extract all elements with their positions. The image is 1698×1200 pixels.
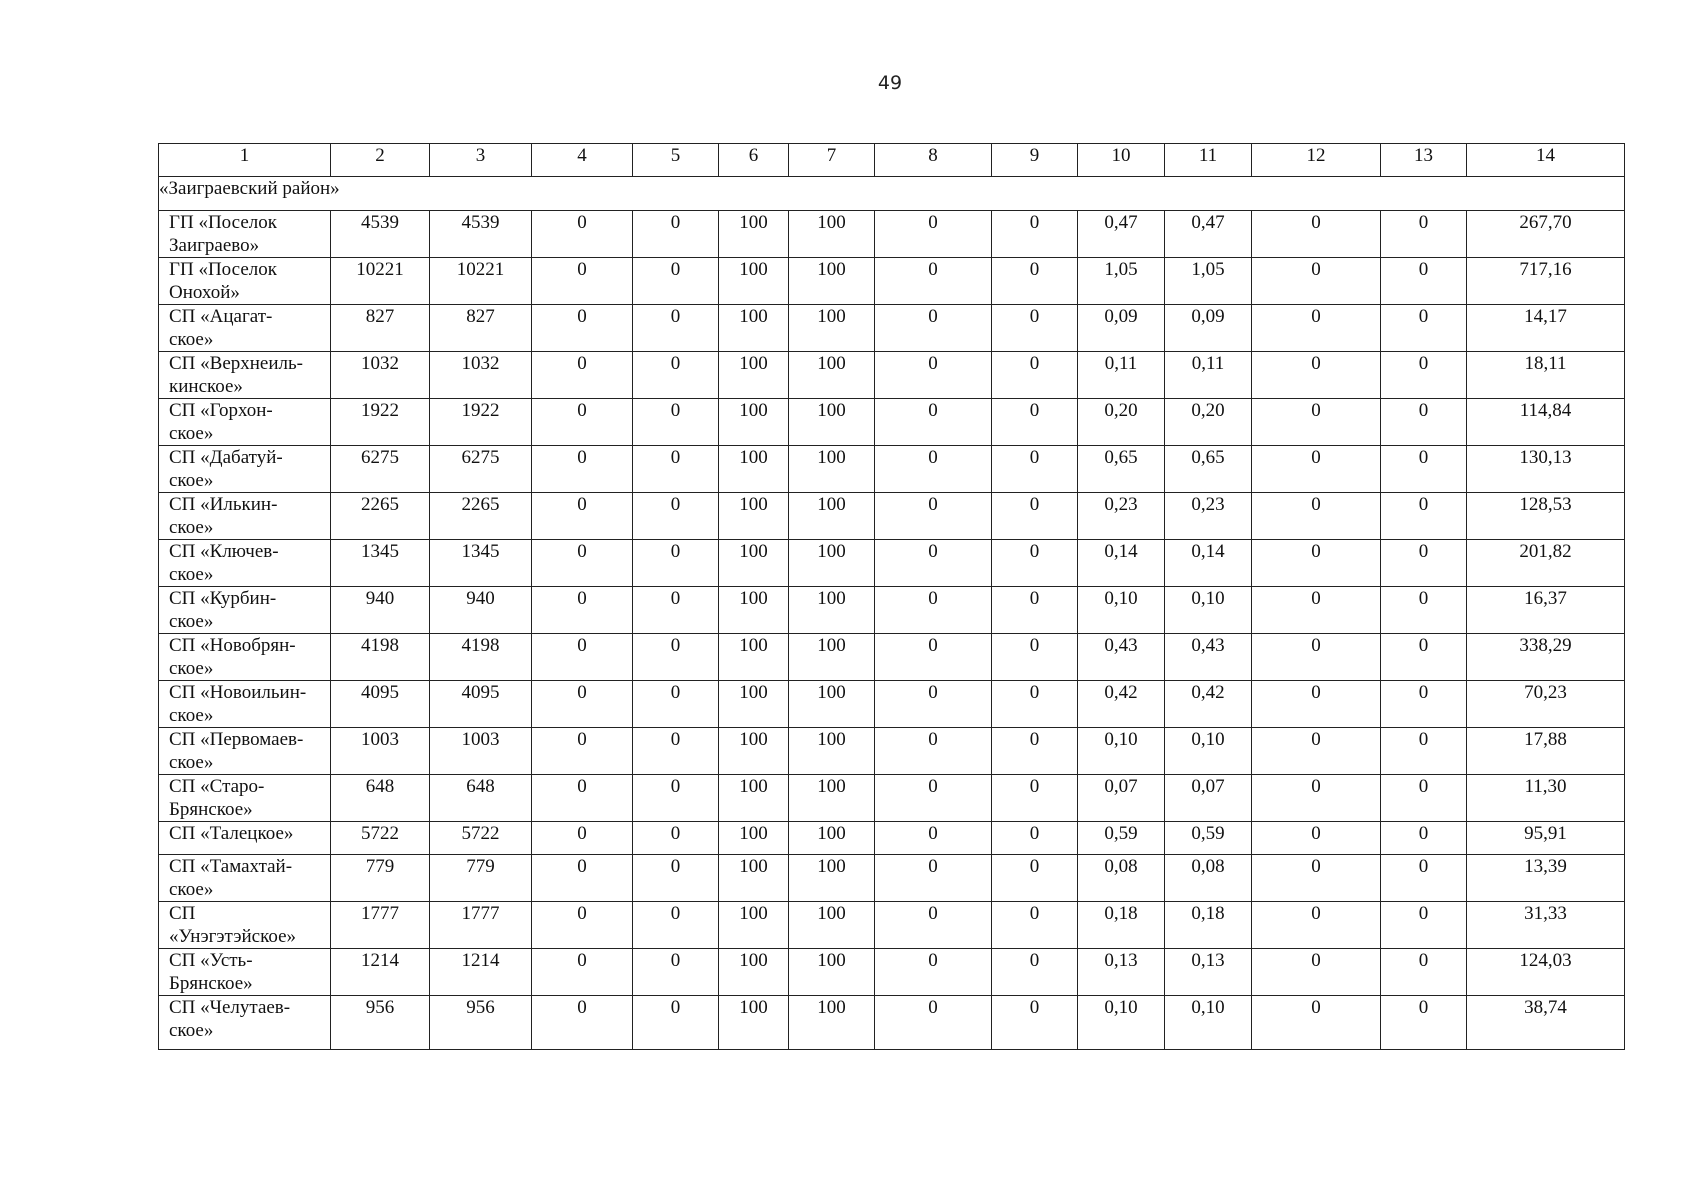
table-cell-col-6: 100	[719, 258, 789, 305]
table-cell-col-3: 5722	[430, 822, 532, 855]
table-row	[159, 446, 1625, 493]
table-cell-col-12: 0	[1252, 493, 1381, 540]
table-cell-col-7: 100	[789, 855, 875, 902]
table-cell-col-4: 0	[532, 728, 633, 775]
table-cell-col-8: 0	[875, 949, 992, 996]
table-cell-col-12: 0	[1252, 949, 1381, 996]
table-row	[159, 634, 1625, 681]
settlement-name: СП «Верхнеиль- кинское»	[159, 352, 331, 399]
table-cell-col-12: 0	[1252, 996, 1381, 1050]
table-cell-col-13: 0	[1381, 996, 1467, 1050]
table-cell-col-14: 201,82	[1467, 540, 1625, 587]
table-cell-col-3: 2265	[430, 493, 532, 540]
table-cell-col-3: 10221	[430, 258, 532, 305]
table-cell-col-13: 0	[1381, 822, 1467, 855]
table-cell-col-12: 0	[1252, 775, 1381, 822]
table-cell-col-10: 0,20	[1078, 399, 1165, 446]
table-cell-col-12: 0	[1252, 446, 1381, 493]
table-cell-col-13: 0	[1381, 446, 1467, 493]
table-cell-col-13: 0	[1381, 587, 1467, 634]
table-cell-col-7: 100	[789, 446, 875, 493]
table-cell-col-12: 0	[1252, 902, 1381, 949]
table-cell-col-5: 0	[633, 775, 719, 822]
table-cell-col-5: 0	[633, 352, 719, 399]
table-cell-col-3: 1777	[430, 902, 532, 949]
table-cell-col-14: 13,39	[1467, 855, 1625, 902]
table-cell-col-2: 4539	[331, 211, 430, 258]
table-cell-col-6: 100	[719, 996, 789, 1050]
table-cell-col-11: 0,11	[1165, 352, 1252, 399]
table-cell-col-4: 0	[532, 949, 633, 996]
table-cell-col-2: 6275	[331, 446, 430, 493]
table-cell-col-10: 0,59	[1078, 822, 1165, 855]
table-cell-col-7: 100	[789, 540, 875, 587]
table-cell-col-11: 0,10	[1165, 587, 1252, 634]
table-cell-col-4: 0	[532, 587, 633, 634]
table-cell-col-5: 0	[633, 634, 719, 681]
column-number-13: 13	[1381, 144, 1467, 177]
table-cell-col-10: 0,47	[1078, 211, 1165, 258]
table-cell-col-6: 100	[719, 634, 789, 681]
table-cell-col-8: 0	[875, 211, 992, 258]
table-cell-col-2: 827	[331, 305, 430, 352]
table-cell-col-6: 100	[719, 352, 789, 399]
table-cell-col-10: 0,10	[1078, 728, 1165, 775]
table-cell-col-10: 0,43	[1078, 634, 1165, 681]
table-cell-col-11: 0,07	[1165, 775, 1252, 822]
column-number-7: 7	[789, 144, 875, 177]
column-number-3: 3	[430, 144, 532, 177]
table-cell-col-13: 0	[1381, 855, 1467, 902]
column-number-10: 10	[1078, 144, 1165, 177]
table-cell-col-8: 0	[875, 902, 992, 949]
column-number-4: 4	[532, 144, 633, 177]
table-cell-col-12: 0	[1252, 634, 1381, 681]
table-cell-col-14: 128,53	[1467, 493, 1625, 540]
table-cell-col-6: 100	[719, 305, 789, 352]
table-cell-col-6: 100	[719, 493, 789, 540]
table-cell-col-11: 0,23	[1165, 493, 1252, 540]
table-cell-col-5: 0	[633, 446, 719, 493]
settlement-name: СП «Талецкое»	[159, 822, 331, 855]
table-cell-col-2: 10221	[331, 258, 430, 305]
table-cell-col-14: 717,16	[1467, 258, 1625, 305]
table-cell-col-8: 0	[875, 399, 992, 446]
table-cell-col-4: 0	[532, 399, 633, 446]
table-cell-col-2: 4095	[331, 681, 430, 728]
column-number-2: 2	[331, 144, 430, 177]
column-number-9: 9	[992, 144, 1078, 177]
table-cell-col-9: 0	[992, 446, 1078, 493]
table-cell-col-10: 0,11	[1078, 352, 1165, 399]
settlement-name: ГП «Поселок Онохой»	[159, 258, 331, 305]
table-cell-col-2: 779	[331, 855, 430, 902]
table-cell-col-12: 0	[1252, 587, 1381, 634]
page-number: 49	[877, 72, 903, 94]
table-row	[159, 587, 1625, 634]
table-row	[159, 775, 1625, 822]
table-cell-col-14: 338,29	[1467, 634, 1625, 681]
table-cell-col-5: 0	[633, 822, 719, 855]
table-cell-col-6: 100	[719, 681, 789, 728]
table-cell-col-8: 0	[875, 587, 992, 634]
column-number-6: 6	[719, 144, 789, 177]
table-cell-col-5: 0	[633, 305, 719, 352]
table-cell-col-13: 0	[1381, 902, 1467, 949]
table-cell-col-2: 1922	[331, 399, 430, 446]
table-cell-col-8: 0	[875, 305, 992, 352]
table-cell-col-12: 0	[1252, 681, 1381, 728]
table-cell-col-10: 0,07	[1078, 775, 1165, 822]
table-cell-col-11: 0,20	[1165, 399, 1252, 446]
table-row	[159, 855, 1625, 902]
table-cell-col-5: 0	[633, 949, 719, 996]
table-cell-col-8: 0	[875, 822, 992, 855]
settlement-name: СП «Старо- Брянское»	[159, 775, 331, 822]
table-cell-col-4: 0	[532, 822, 633, 855]
settlement-name: СП «Челутаев- ское»	[159, 996, 331, 1050]
table-cell-col-2: 1214	[331, 949, 430, 996]
table-row	[159, 305, 1625, 352]
table-cell-col-9: 0	[992, 493, 1078, 540]
table-cell-col-11: 1,05	[1165, 258, 1252, 305]
table-cell-col-7: 100	[789, 399, 875, 446]
table-row	[159, 949, 1625, 996]
table-cell-col-5: 0	[633, 681, 719, 728]
table-cell-col-5: 0	[633, 902, 719, 949]
table-cell-col-8: 0	[875, 681, 992, 728]
table-cell-col-8: 0	[875, 728, 992, 775]
table-cell-col-7: 100	[789, 352, 875, 399]
table-cell-col-7: 100	[789, 902, 875, 949]
table-cell-col-9: 0	[992, 949, 1078, 996]
settlement-name: СП «Илькин- ское»	[159, 493, 331, 540]
table-cell-col-11: 0,10	[1165, 728, 1252, 775]
table-cell-col-10: 0,42	[1078, 681, 1165, 728]
table-cell-col-5: 0	[633, 728, 719, 775]
table-cell-col-4: 0	[532, 446, 633, 493]
table-cell-col-2: 2265	[331, 493, 430, 540]
table-cell-col-11: 0,43	[1165, 634, 1252, 681]
table-cell-col-13: 0	[1381, 305, 1467, 352]
table-row	[159, 822, 1625, 855]
table-cell-col-10: 0,09	[1078, 305, 1165, 352]
table-cell-col-3: 1922	[430, 399, 532, 446]
table-cell-col-3: 4095	[430, 681, 532, 728]
table-cell-col-7: 100	[789, 493, 875, 540]
settlement-name: СП «Тамахтай- ское»	[159, 855, 331, 902]
table-cell-col-2: 1345	[331, 540, 430, 587]
table-cell-col-6: 100	[719, 540, 789, 587]
table-cell-col-7: 100	[789, 587, 875, 634]
table-cell-col-6: 100	[719, 399, 789, 446]
table-cell-col-5: 0	[633, 540, 719, 587]
table-cell-col-13: 0	[1381, 493, 1467, 540]
settlement-name: СП «Новобрян- ское»	[159, 634, 331, 681]
table-cell-col-9: 0	[992, 822, 1078, 855]
table-cell-col-4: 0	[532, 681, 633, 728]
settlement-name: СП «Горхон- ское»	[159, 399, 331, 446]
table-cell-col-7: 100	[789, 775, 875, 822]
table-cell-col-14: 17,88	[1467, 728, 1625, 775]
table-cell-col-5: 0	[633, 211, 719, 258]
table-cell-col-11: 0,59	[1165, 822, 1252, 855]
table-cell-col-6: 100	[719, 949, 789, 996]
data-table	[158, 143, 1625, 1050]
settlement-name: СП «Курбин- ское»	[159, 587, 331, 634]
table-cell-col-10: 0,23	[1078, 493, 1165, 540]
table-cell-col-2: 4198	[331, 634, 430, 681]
table-cell-col-3: 956	[430, 996, 532, 1050]
table-cell-col-4: 0	[532, 775, 633, 822]
column-number-14: 14	[1467, 144, 1625, 177]
table-cell-col-10: 0,10	[1078, 587, 1165, 634]
table-cell-col-10: 0,08	[1078, 855, 1165, 902]
table-cell-col-14: 11,30	[1467, 775, 1625, 822]
table-cell-col-11: 0,65	[1165, 446, 1252, 493]
table-cell-col-9: 0	[992, 587, 1078, 634]
table-cell-col-9: 0	[992, 902, 1078, 949]
table-cell-col-5: 0	[633, 493, 719, 540]
table-cell-col-9: 0	[992, 211, 1078, 258]
table-cell-col-14: 114,84	[1467, 399, 1625, 446]
table-cell-col-4: 0	[532, 211, 633, 258]
table-cell-col-13: 0	[1381, 352, 1467, 399]
table-cell-col-7: 100	[789, 949, 875, 996]
table-cell-col-5: 0	[633, 996, 719, 1050]
table-cell-col-7: 100	[789, 681, 875, 728]
settlement-name: СП «Усть- Брянское»	[159, 949, 331, 996]
table-cell-col-4: 0	[532, 258, 633, 305]
table-cell-col-2: 956	[331, 996, 430, 1050]
table-row	[159, 728, 1625, 775]
table-cell-col-4: 0	[532, 493, 633, 540]
column-number-1: 1	[159, 144, 331, 177]
table-cell-col-9: 0	[992, 775, 1078, 822]
table-cell-col-8: 0	[875, 352, 992, 399]
table-cell-col-14: 124,03	[1467, 949, 1625, 996]
table-row	[159, 996, 1625, 1050]
settlement-name: ГП «Поселок Заиграево»	[159, 211, 331, 258]
table-cell-col-3: 648	[430, 775, 532, 822]
table-cell-col-3: 1003	[430, 728, 532, 775]
settlement-name: СП «Дабатуй- ское»	[159, 446, 331, 493]
table-cell-col-10: 1,05	[1078, 258, 1165, 305]
table-cell-col-12: 0	[1252, 352, 1381, 399]
table-cell-col-6: 100	[719, 822, 789, 855]
table-cell-col-13: 0	[1381, 258, 1467, 305]
table-cell-col-3: 1345	[430, 540, 532, 587]
table-cell-col-13: 0	[1381, 540, 1467, 587]
table-cell-col-2: 648	[331, 775, 430, 822]
table-cell-col-13: 0	[1381, 949, 1467, 996]
table-cell-col-11: 0,10	[1165, 996, 1252, 1050]
table-cell-col-14: 267,70	[1467, 211, 1625, 258]
table-cell-col-11: 0,14	[1165, 540, 1252, 587]
table-cell-col-6: 100	[719, 728, 789, 775]
table-row	[159, 540, 1625, 587]
column-number-11: 11	[1165, 144, 1252, 177]
table-cell-col-7: 100	[789, 258, 875, 305]
table-row	[159, 493, 1625, 540]
table-cell-col-2: 940	[331, 587, 430, 634]
table-cell-col-5: 0	[633, 587, 719, 634]
table-cell-col-10: 0,14	[1078, 540, 1165, 587]
table-cell-col-9: 0	[992, 352, 1078, 399]
table-cell-col-11: 0,08	[1165, 855, 1252, 902]
table-cell-col-13: 0	[1381, 211, 1467, 258]
table-cell-col-4: 0	[532, 540, 633, 587]
table-cell-col-9: 0	[992, 996, 1078, 1050]
table-row	[159, 399, 1625, 446]
table-cell-col-4: 0	[532, 352, 633, 399]
table-cell-col-8: 0	[875, 775, 992, 822]
table-cell-col-11: 0,09	[1165, 305, 1252, 352]
table-cell-col-8: 0	[875, 258, 992, 305]
table-cell-col-3: 4539	[430, 211, 532, 258]
table-cell-col-4: 0	[532, 634, 633, 681]
table-cell-col-8: 0	[875, 855, 992, 902]
table-cell-col-12: 0	[1252, 855, 1381, 902]
table-cell-col-3: 4198	[430, 634, 532, 681]
table-cell-col-8: 0	[875, 634, 992, 681]
table-cell-col-14: 130,13	[1467, 446, 1625, 493]
table-cell-col-8: 0	[875, 540, 992, 587]
table-cell-col-4: 0	[532, 305, 633, 352]
table-cell-col-6: 100	[719, 775, 789, 822]
table-cell-col-7: 100	[789, 822, 875, 855]
table-cell-col-3: 1214	[430, 949, 532, 996]
table-cell-col-9: 0	[992, 540, 1078, 587]
table-cell-col-3: 940	[430, 587, 532, 634]
table-cell-col-9: 0	[992, 258, 1078, 305]
district-row	[159, 177, 1625, 211]
table-cell-col-10: 0,10	[1078, 996, 1165, 1050]
table-cell-col-9: 0	[992, 634, 1078, 681]
table-cell-col-7: 100	[789, 996, 875, 1050]
table-cell-col-14: 38,74	[1467, 996, 1625, 1050]
table-cell-col-14: 18,11	[1467, 352, 1625, 399]
table-cell-col-12: 0	[1252, 211, 1381, 258]
table-cell-col-12: 0	[1252, 728, 1381, 775]
table-cell-col-11: 0,47	[1165, 211, 1252, 258]
table-cell-col-7: 100	[789, 211, 875, 258]
table-cell-col-3: 779	[430, 855, 532, 902]
table-cell-col-9: 0	[992, 681, 1078, 728]
table-cell-col-12: 0	[1252, 305, 1381, 352]
column-number-5: 5	[633, 144, 719, 177]
table-cell-col-14: 70,23	[1467, 681, 1625, 728]
column-number-row	[159, 144, 1625, 177]
table-cell-col-14: 95,91	[1467, 822, 1625, 855]
table-cell-col-9: 0	[992, 399, 1078, 446]
table-cell-col-7: 100	[789, 634, 875, 681]
table-cell-col-2: 1777	[331, 902, 430, 949]
table-cell-col-3: 6275	[430, 446, 532, 493]
table-cell-col-11: 0,18	[1165, 902, 1252, 949]
settlement-name: СП «Ключев- ское»	[159, 540, 331, 587]
table-cell-col-2: 1003	[331, 728, 430, 775]
table-cell-col-13: 0	[1381, 399, 1467, 446]
table-cell-col-2: 1032	[331, 352, 430, 399]
table-row	[159, 902, 1625, 949]
settlement-name: СП «Унэгэтэйское»	[159, 902, 331, 949]
table-row	[159, 258, 1625, 305]
table-row	[159, 211, 1625, 258]
table-cell-col-12: 0	[1252, 258, 1381, 305]
table-cell-col-2: 5722	[331, 822, 430, 855]
table-cell-col-5: 0	[633, 399, 719, 446]
table-cell-col-6: 100	[719, 446, 789, 493]
table-cell-col-5: 0	[633, 855, 719, 902]
table-cell-col-7: 100	[789, 305, 875, 352]
table-row	[159, 681, 1625, 728]
table-cell-col-9: 0	[992, 728, 1078, 775]
table-cell-col-5: 0	[633, 258, 719, 305]
table-cell-col-4: 0	[532, 996, 633, 1050]
table-cell-col-10: 0,18	[1078, 902, 1165, 949]
table-cell-col-14: 14,17	[1467, 305, 1625, 352]
column-number-12: 12	[1252, 144, 1381, 177]
table-cell-col-14: 16,37	[1467, 587, 1625, 634]
table-cell-col-13: 0	[1381, 775, 1467, 822]
table-cell-col-6: 100	[719, 211, 789, 258]
table-cell-col-8: 0	[875, 996, 992, 1050]
table-cell-col-8: 0	[875, 446, 992, 493]
table-cell-col-13: 0	[1381, 681, 1467, 728]
table-cell-col-10: 0,65	[1078, 446, 1165, 493]
table-cell-col-7: 100	[789, 728, 875, 775]
table-cell-col-10: 0,13	[1078, 949, 1165, 996]
table-cell-col-13: 0	[1381, 634, 1467, 681]
table-cell-col-6: 100	[719, 902, 789, 949]
table-cell-col-8: 0	[875, 493, 992, 540]
table-cell-col-6: 100	[719, 587, 789, 634]
district-name: «Заиграевский район»	[159, 177, 1625, 211]
table-cell-col-12: 0	[1252, 540, 1381, 587]
table-cell-col-9: 0	[992, 855, 1078, 902]
table-cell-col-11: 0,13	[1165, 949, 1252, 996]
table-cell-col-6: 100	[719, 855, 789, 902]
table-row	[159, 352, 1625, 399]
table-cell-col-12: 0	[1252, 399, 1381, 446]
settlement-name: СП «Первомаев- ское»	[159, 728, 331, 775]
settlement-name: СП «Новоильин- ское»	[159, 681, 331, 728]
table-cell-col-4: 0	[532, 902, 633, 949]
table-cell-col-14: 31,33	[1467, 902, 1625, 949]
table-cell-col-13: 0	[1381, 728, 1467, 775]
table-cell-col-3: 1032	[430, 352, 532, 399]
table-cell-col-12: 0	[1252, 822, 1381, 855]
settlement-name: СП «Ацагат- ское»	[159, 305, 331, 352]
table-cell-col-11: 0,42	[1165, 681, 1252, 728]
table-cell-col-4: 0	[532, 855, 633, 902]
column-number-8: 8	[875, 144, 992, 177]
table-cell-col-9: 0	[992, 305, 1078, 352]
table-cell-col-3: 827	[430, 305, 532, 352]
